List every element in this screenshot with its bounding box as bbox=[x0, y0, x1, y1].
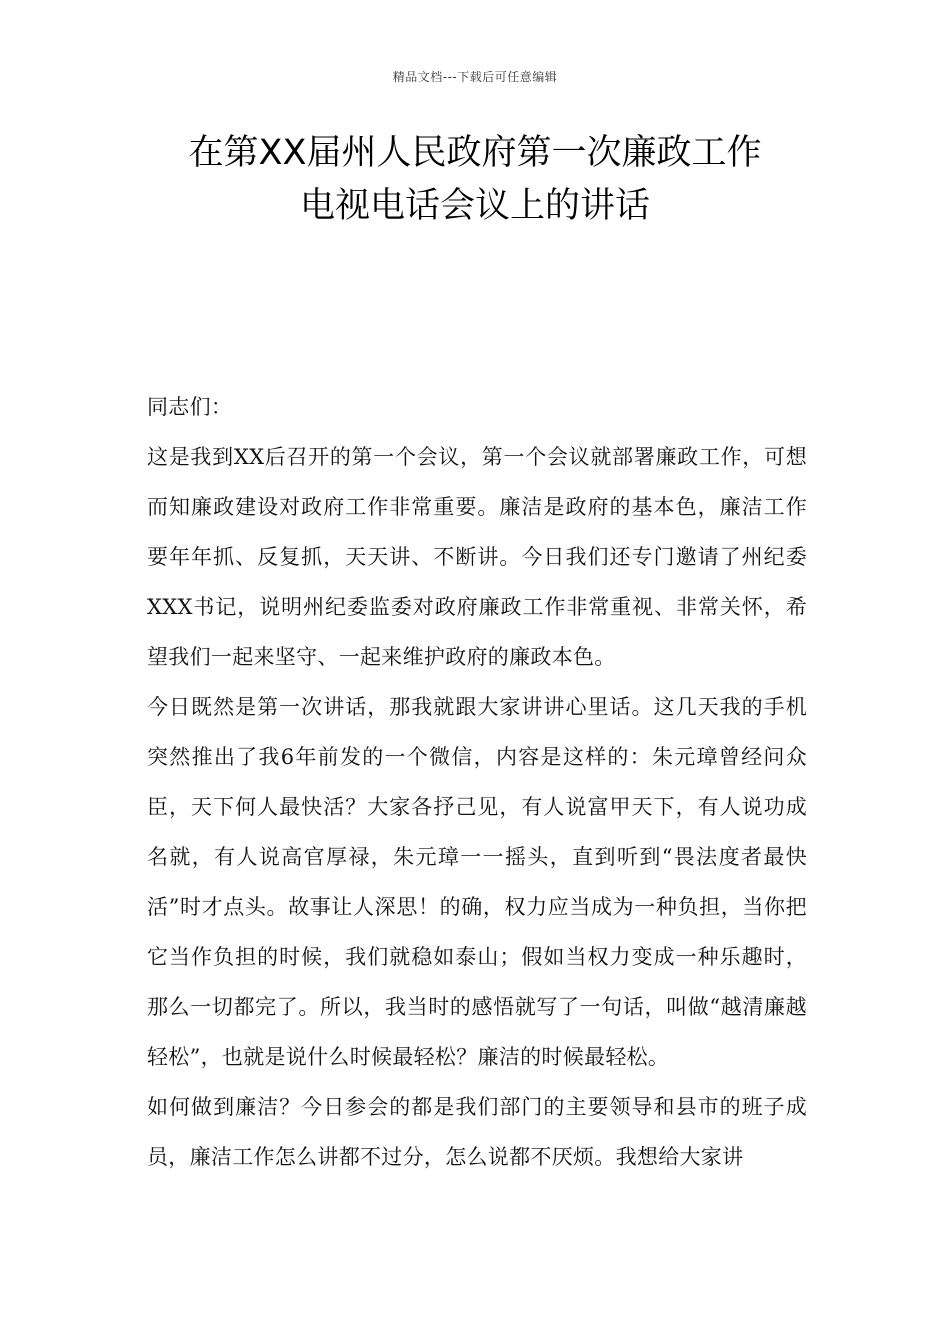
title-line-1: 在第XX届州人民政府第一次廉政工作 bbox=[188, 133, 762, 173]
header-note: 精品文档---下载后可任意编辑 bbox=[392, 70, 558, 84]
title-line-2: 电视电话会议上的讲话 bbox=[299, 186, 650, 226]
paragraph-3: 如何做到廉洁？今日参会的都是我们部门的主要领导和县市的班子成员，廉洁工作怎么讲都不过分，怎么说都不厌烦。我想给大家讲 bbox=[147, 1095, 807, 1169]
page-title bbox=[120, 127, 830, 233]
document-body bbox=[147, 382, 807, 1182]
paragraph-1: 这是我到XX后召开的第一个会议，第一个会议就部署廉政工作，可想而知廉政建设对政府工作非常重要。廉洁是政府的基本色，廉洁工作要年年抓、反复抓，天天讲、不断讲。今日我们还专门邀请了州纪委XXX书记，说明州纪委监委对政府廉政工作非常重视、非常关怀，希望我们一起来坚守、一起来维护政府的廉政本色。 bbox=[147, 445, 807, 669]
salutation: 同志们： bbox=[147, 395, 233, 419]
paragraph-2: 今日既然是第一次讲话，那我就跟大家讲讲心里话。这几天我的手机突然推出了我6年前发的一个微信，内容是这样的：朱元璋曾经问众臣，天下何人最快活？大家各抒己见，有人说富甲天下，有人说功成名就，有人说高官厚禄，朱元璋一一摇头，直到听到“畏法度者最快活”时才点头。故事让人深思！的确，权力应当成为一种负担，当你把它当作负担的时候，我们就稳如泰山；假如当权力变成一种乐趣时，那么一切都完了。所以，我当时的感悟就写了一句话，叫做“越清廉越轻松”，也就是说什么时候最轻松？廉洁的时候最轻松。 bbox=[147, 695, 807, 1069]
